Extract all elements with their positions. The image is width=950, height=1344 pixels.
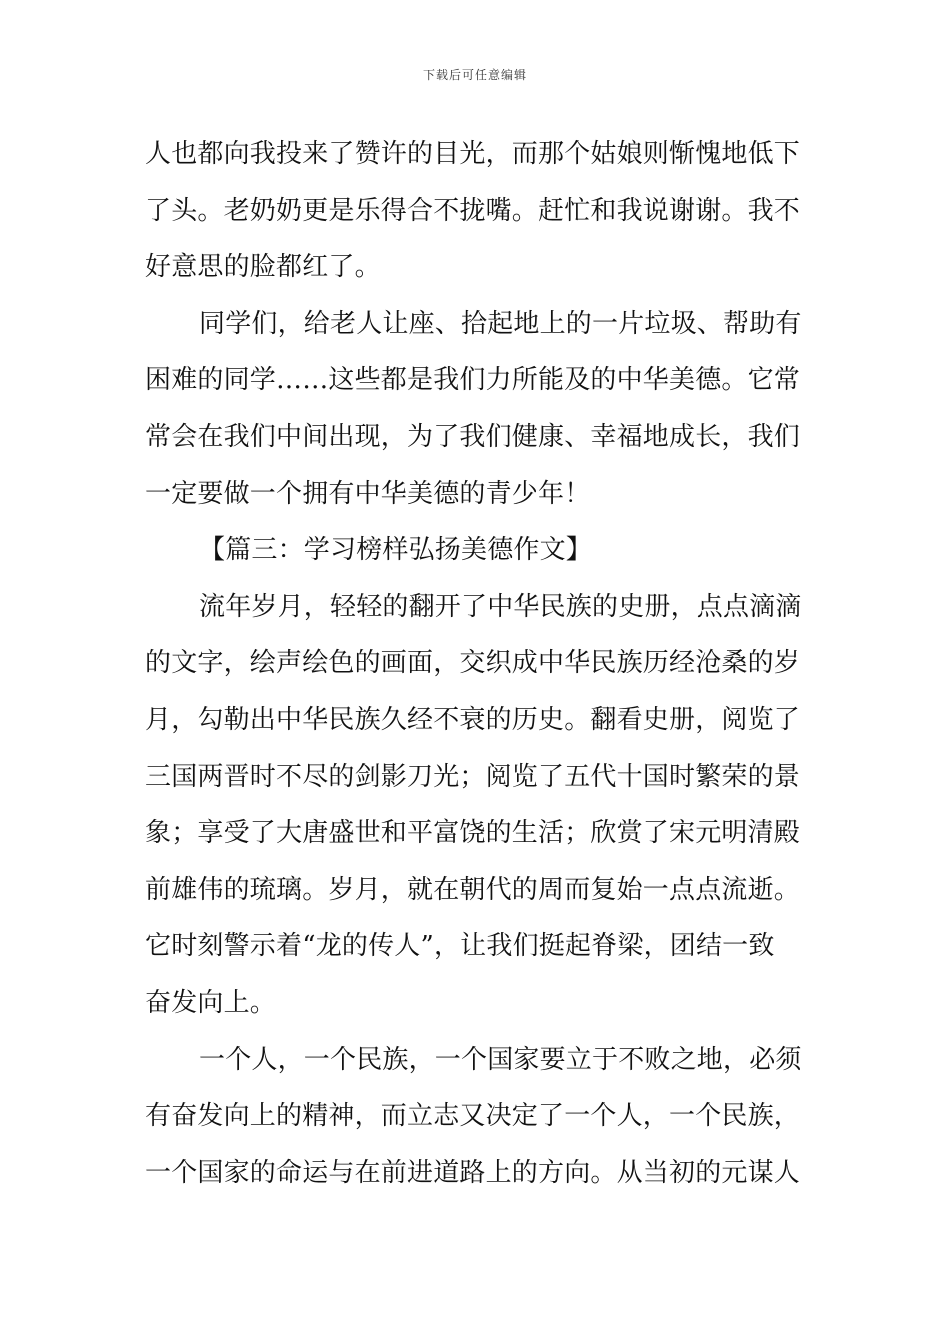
text-line: 一定要做一个拥有中华美德的青少年！	[145, 478, 591, 509]
text-line: 了头。老奶奶更是乐得合不拢嘴。赶忙和我说谢谢。我不	[145, 195, 801, 226]
text-line: 三国两晋时不尽的剑影刀光；阅览了五代十国时繁荣的景	[145, 761, 801, 792]
text-line: 常会在我们中间出现，为了我们健康、幸福地成长，我们	[145, 421, 801, 452]
paragraph-start-line: 流年岁月，轻轻的翻开了中华民族的史册，点点滴滴	[199, 591, 802, 622]
text-line: 奋发向上。	[145, 987, 277, 1018]
text-line: 人也都向我投来了赞许的目光，而那个姑娘则惭愧地低下	[145, 139, 801, 169]
paragraph-start-line: 同学们，给老人让座、拾起地上的一片垃圾、帮助有	[199, 308, 802, 339]
text-line: 象；享受了大唐盛世和平富饶的生活；欣赏了宋元明清殿	[145, 818, 801, 849]
text-line: 的文字，绘声绘色的画面，交织成中华民族历经沧桑的岁	[145, 648, 801, 679]
text-line: 困难的同学……这些都是我们力所能及的中华美德。它常	[145, 365, 801, 396]
page-header: 下载后可任意编辑	[422, 68, 527, 82]
paragraph-start-line: 一个人，一个民族，一个国家要立于不败之地，必须	[199, 1044, 802, 1075]
text-line: 好意思的脸都红了。	[145, 252, 381, 283]
text-line: 有奋发向上的精神，而立志又决定了一个人，一个民族，	[145, 1101, 801, 1132]
text-line: 前雄伟的琉璃。岁月，就在朝代的周而复始一点点流逝。	[145, 874, 801, 905]
document-body	[145, 126, 807, 1201]
text-line: 一个国家的命运与在前进道路上的方向。从当初的元谋人	[145, 1157, 801, 1188]
section-heading: 【篇三：学习榜样弘扬美德作文】	[199, 535, 593, 566]
text-line: 月，勾勒出中华民族久经不衰的历史。翻看史册，阅览了	[145, 704, 801, 735]
text-line: 它时刻警示着“龙的传人”，让我们挺起脊梁，团结一致	[145, 931, 775, 962]
